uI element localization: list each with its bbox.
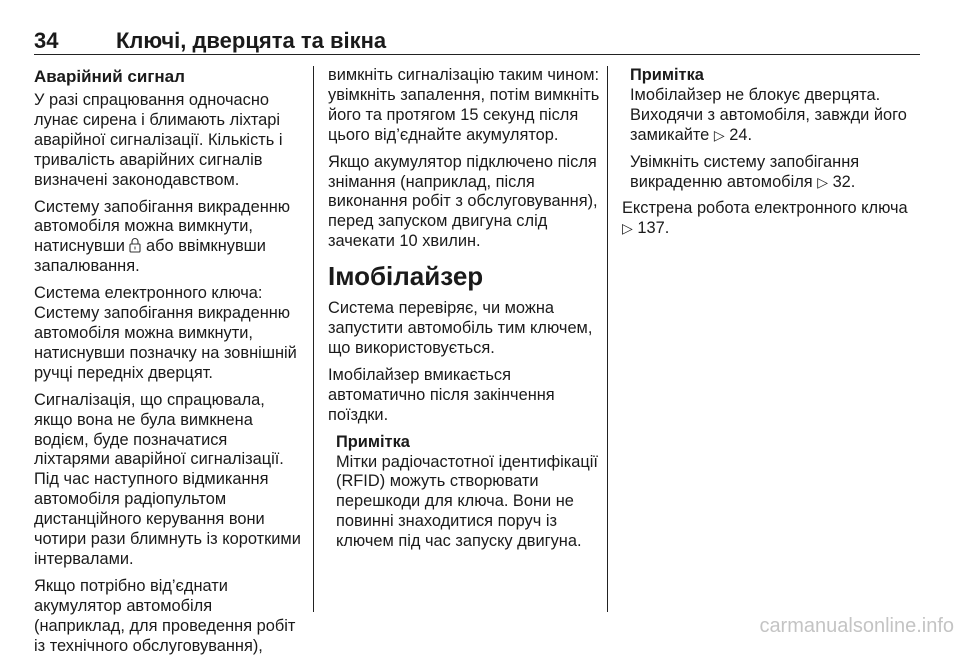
note-paragraph-2: Увімкніть систему запобігання викраденню автомобіля ▷ 32. [630, 152, 860, 191]
battery-paragraph-1: вимкніть сигналізацію таким чином: увімкніть запалення, потім вимкніть його та протягом 15 секунд після цього від’єднайте акумулятор. [328, 66, 600, 144]
rfid-note [336, 433, 600, 552]
battery-paragraph-2: Якщо акумулятор підключено після знімання (наприклад, після виконання робіт з обслуговування), перед запуском двигуна слід зачекати 10 хвилин. [328, 152, 598, 251]
page-reference-link[interactable]: 24 [729, 125, 748, 144]
triangle-right-icon: ▷ [817, 173, 828, 190]
alarm-paragraph-3: Система електронного ключа: Систему запобігання викраденню автомобіля можна вимкнути, натиснувши позначку на зовнішній ручці передніх дверцят. [34, 284, 297, 382]
immobilizer-section-title: Імобілайзер [328, 261, 484, 292]
text-span: Імобілайзер не блокує дверцята. Виходячи з автомобіля, завжди його замикайте [630, 85, 907, 144]
triangle-right-icon: ▷ [622, 220, 633, 237]
triangle-right-icon: ▷ [713, 126, 725, 143]
column-middle [328, 66, 600, 559]
page-header [34, 28, 920, 54]
page-reference-link[interactable]: 137 [637, 219, 665, 238]
immobilizer-note [630, 66, 922, 192]
note-title: Примітка [336, 432, 410, 451]
immobilizer-paragraph-1: Система перевіряє, чи можна запустити автомобіль тим ключем, що використовується. [328, 299, 593, 357]
text-span: або ввімкнувши запалювання. [34, 237, 266, 276]
header-divider [34, 54, 920, 55]
lock-icon [129, 237, 141, 255]
column-right [622, 66, 922, 246]
column-divider [607, 66, 608, 612]
text-span: Екстрена робота електронного ключа [622, 199, 908, 218]
electronic-key-paragraph: Екстрена робота електронного ключа ▷ 137. [622, 199, 908, 238]
alarm-paragraph-1: У разі спрацювання одночасно лунає сирена і блимають ліхтарі аварійної сигналізації. Кількість і тривалість аварійних сигналів визначені законодавством. [34, 91, 283, 189]
alarm-paragraph-4: Сигналізація, що спрацювала, якщо вона не була вимкнена водієм, буде позначатися ліхтарями аварійної сигналізації. Під час наступного відмикання автомобіля радіопультом дистанційного керування вони чотири рази блимнуть із короткими інтервалами. [34, 390, 301, 568]
alarm-paragraph-2 [34, 198, 306, 278]
note-text: Мітки радіочастотної ідентифікації (RFID) можуть створювати перешкоди для ключа. Вони не повинні знаходитися поруч із ключем під час запуску двигуна. [336, 452, 598, 551]
column-divider [313, 66, 314, 612]
text-span: Увімкніть систему запобігання викраденню автомобіля [630, 152, 860, 191]
page-reference-link[interactable]: 32 [832, 172, 851, 191]
note-paragraph-1: Імобілайзер не блокує дверцята. Виходячи з автомобіля, завжди його замикайте ▷ 24. [630, 85, 907, 144]
watermark: carmanualsonline.info [759, 615, 954, 637]
text-span: Систему запобігання викраденню автомобіля можна вимкнути, натиснувши [34, 197, 291, 256]
immobilizer-paragraph-2: Імобілайзер вмикається автоматично після закінчення поїздки. [328, 365, 555, 424]
note-title: Примітка [630, 66, 704, 84]
page-number: 34 [34, 28, 59, 53]
chapter-title: Ключі, дверцята та вікна [116, 28, 387, 53]
alarm-paragraph-5: Якщо потрібно від’єднати акумулятор автомобіля (наприклад, для проведення робіт із технічного обслуговування), [34, 576, 296, 655]
column-left [34, 66, 306, 663]
alarm-heading: Аварійний сигнал [34, 67, 185, 86]
